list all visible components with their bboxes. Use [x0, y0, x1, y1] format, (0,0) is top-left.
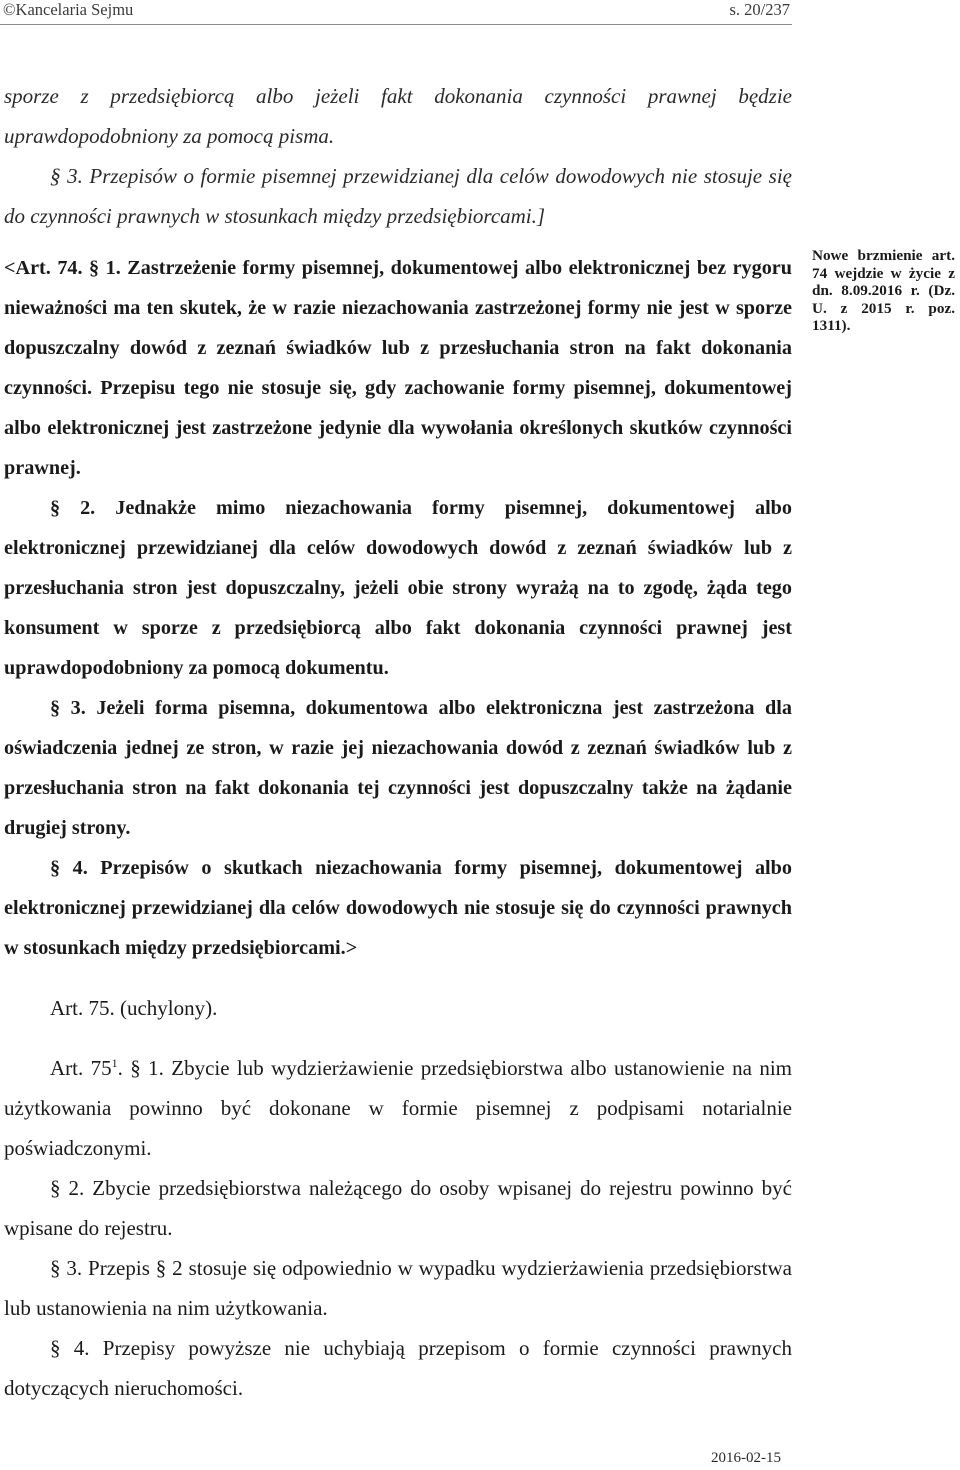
art74-paragraph-2: § 2. Jednakże mimo niezachowania formy pisemnej, dokumentowej albo elektronicznej przewidzianej dla celów dowodowych dowód z zeznań świadków lub z przesłuchania stron jest dopuszczalny, jeżeli obie strony wyrażą na to zgodę, żąda tego konsument w sporze z przedsiębiorcą albo fakt dokonania czynności prawnej jest uprawdopodobniony za pomocą dokumentu. — [4, 497, 792, 679]
art75-1-label: Art. 75 — [50, 1056, 112, 1080]
art75-1-paragraph-3: § 3. Przepis § 2 stosuje się odpowiednio w wypadku wydzierżawienia przedsiębiorstwa lub ustanowienia na nim użytkowania. — [4, 1256, 792, 1320]
art74-paragraph-4: § 4. Przepisów o skutkach niezachowania formy pisemnej, dokumentowej albo elektronicznej przewidzianej dla celów dowodowych nie stosuje się do czynności prawnych w stosunkach między przedsiębiorcami.> — [4, 857, 792, 959]
art75-1-paragraph-1-text: . § 1. Zbycie lub wydzierżawienie przedsiębiorstwa albo ustanowienie na nim użytkowania powinno być dokonane w formie pisemnej z podpisami notarialnie poświadczonymi. — [4, 1056, 792, 1160]
header-source: ©Kancelaria Sejmu — [3, 0, 134, 19]
art75-1-paragraph-2: § 2. Zbycie przedsiębiorstwa należącego do osoby wpisanej do rejestru powinno być wpisane do rejestru. — [4, 1176, 792, 1240]
old-paragraph-1: sporze z przedsiębiorcą albo jeżeli fakt dokonania czynności prawnej będzie uprawdopodobniony za pomocą pisma. — [4, 84, 792, 148]
footer-date: 2016-02-15 — [711, 1450, 781, 1466]
page-header — [0, 0, 792, 25]
margin-note: Nowe brzmienie art. 74 wejdzie w życie z dn. 8.09.2016 r. (Dz. U. z 2015 r. poz. 1311). — [812, 247, 955, 334]
art74-paragraph-1: <Art. 74. § 1. Zastrzeżenie formy pisemnej, dokumentowej albo elektronicznej bez rygoru nieważności ma ten skutek, że w razie niezachowania zastrzeżonej formy nie jest w sporze dopuszczalny dowód z zeznań świadków lub z przesłuchania stron na fakt dokonania czynności. Przepisu tego nie stosuje się, gdy zachowanie formy pisemnej, dokumentowej albo elektronicznej jest zastrzeżone jedynie dla wywołania określonych skutków czynności prawnej. — [4, 257, 792, 479]
art75-1-superscript: 1 — [111, 1056, 118, 1070]
art75-1-paragraph-4: § 4. Przepisy powyższe nie uchybiają przepisom o formie czynności prawnych dotyczących nieruchomości. — [4, 1336, 792, 1400]
document-body — [4, 76, 792, 1408]
old-paragraph-2: § 3. Przepisów o formie pisemnej przewidzianej dla celów dowodowych nie stosuje się do czynności prawnych w stosunkach między przedsiębiorcami.] — [4, 164, 792, 228]
art75-1-paragraph-1 — [4, 1048, 792, 1168]
header-page-number: s. 20/237 — [729, 0, 790, 19]
art74-paragraph-3: § 3. Jeżeli forma pisemna, dokumentowa albo elektroniczna jest zastrzeżona dla oświadczenia jednej ze stron, w razie jej niezachowania dowód z zeznań świadków lub z przesłuchania stron na fakt dokonania tej czynności jest dopuszczalny także na żądanie drugiej strony. — [4, 697, 792, 839]
art75-heading: Art. 75. (uchylony). — [50, 996, 218, 1020]
